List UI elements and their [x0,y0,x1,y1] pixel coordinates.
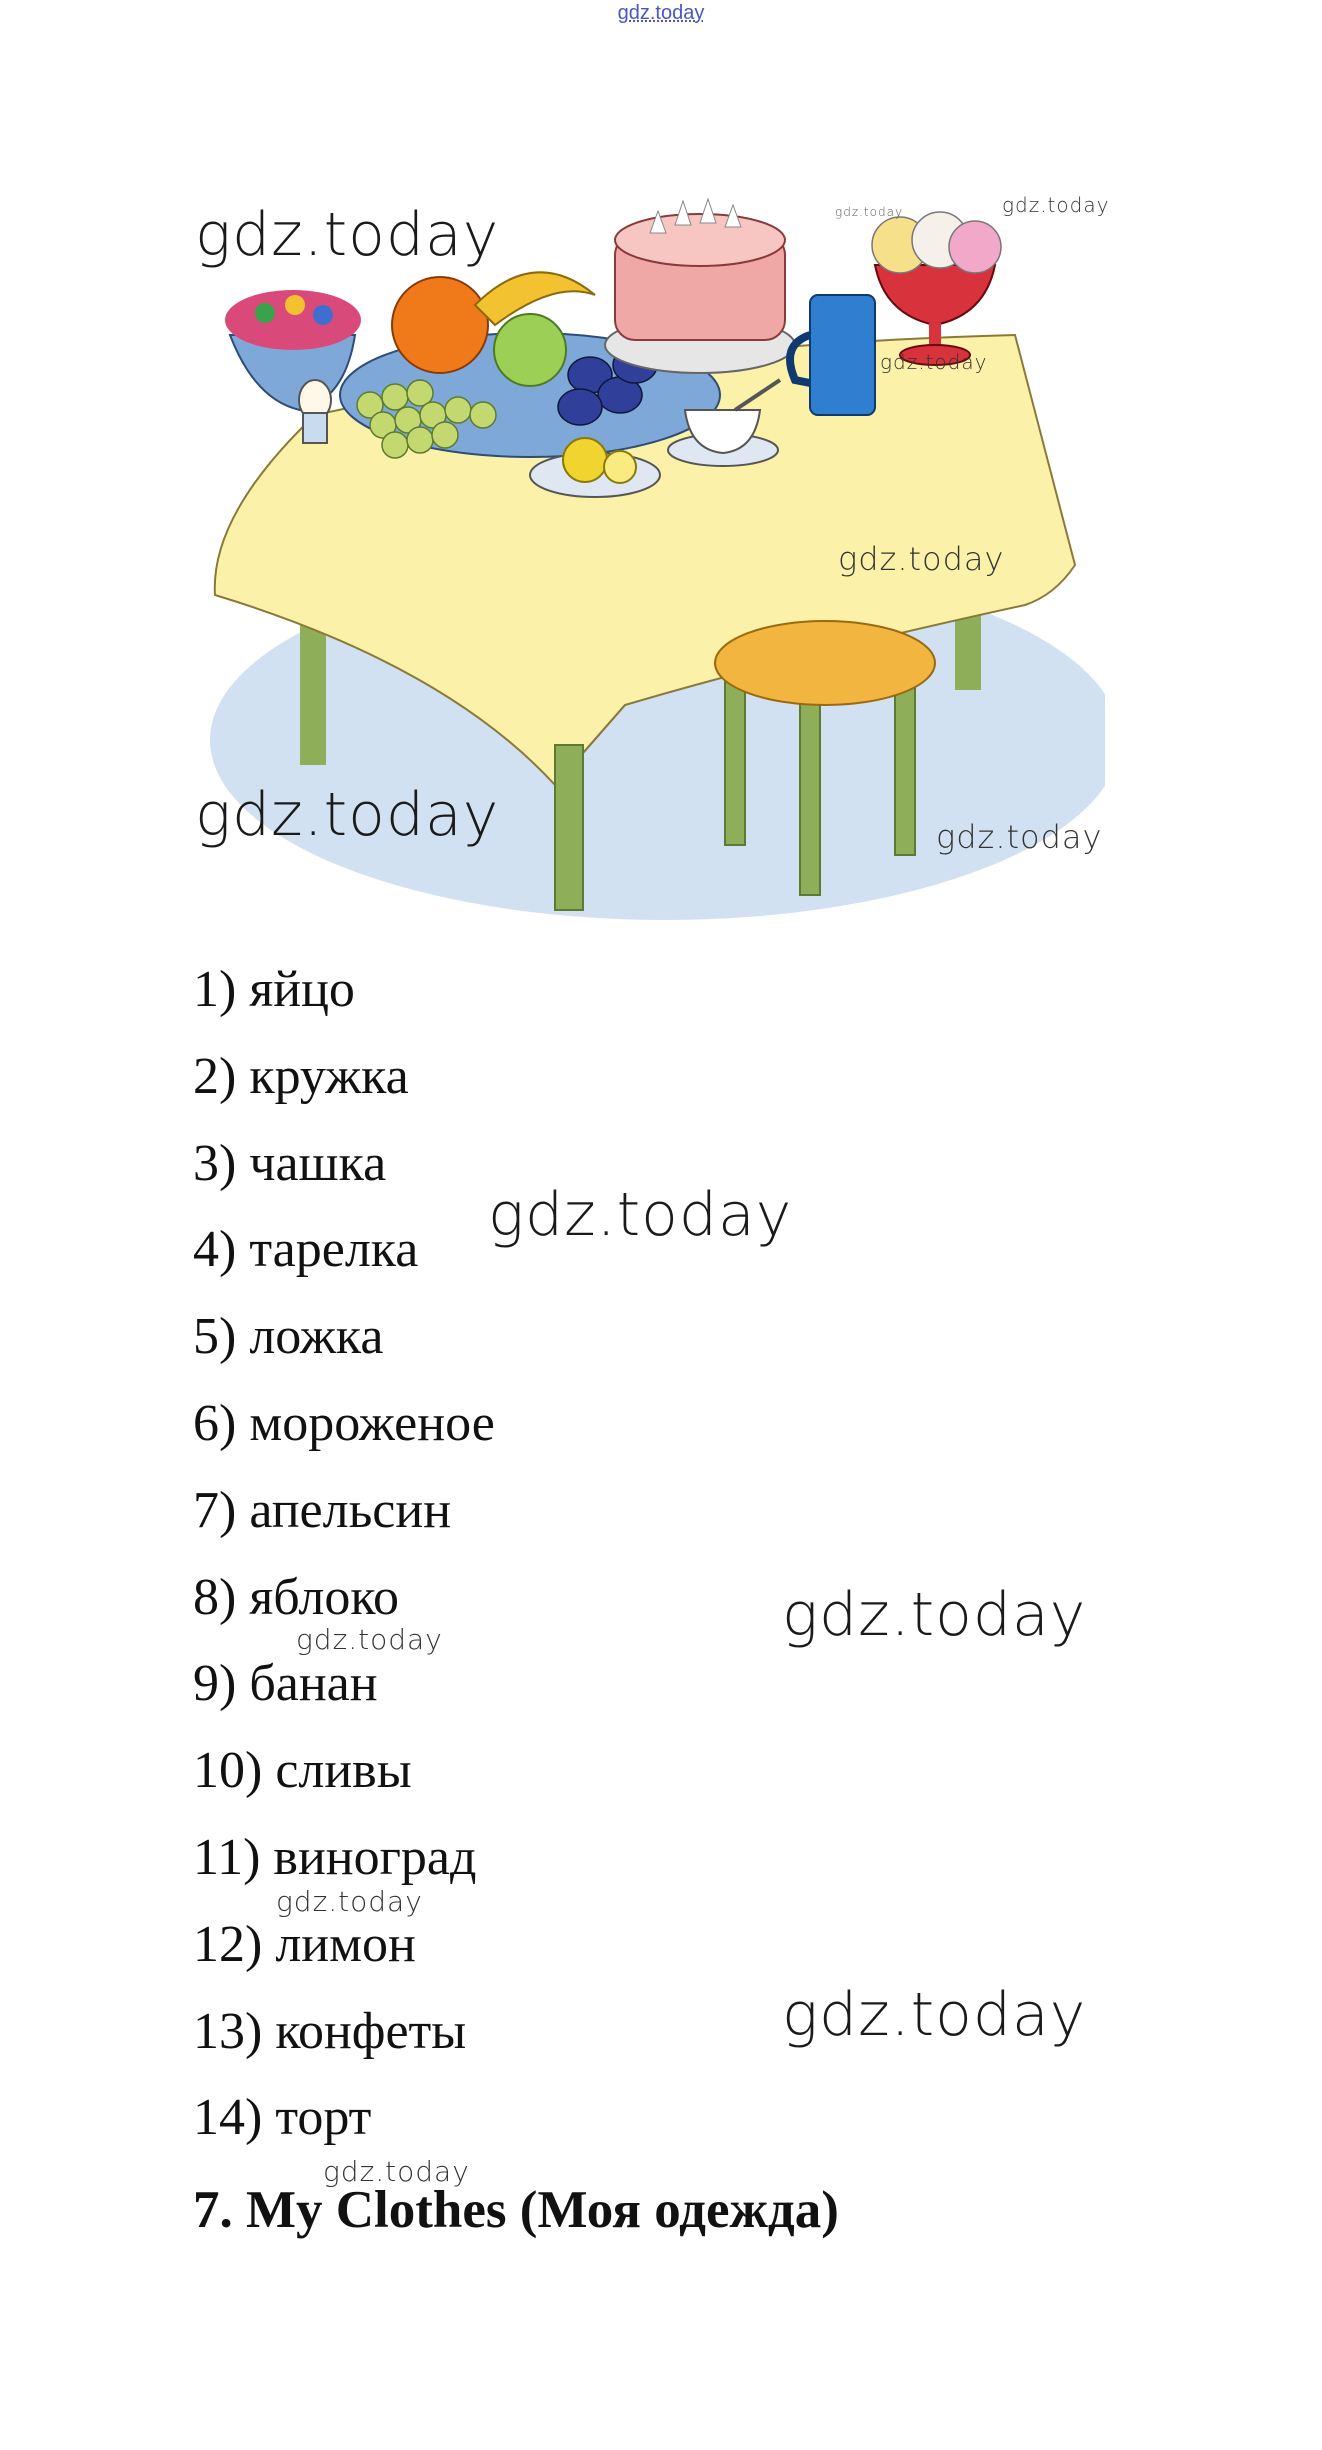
ice-cream-scoop [949,221,1001,273]
list-item: 12) лимон [193,1915,416,1973]
list-item: 13) конфеты [193,2002,467,2060]
watermark: gdz.today [1002,193,1110,217]
watermark: gdz.today [782,1580,1087,1650]
list-item: 1) яйцо [193,961,355,1018]
orange [392,277,488,373]
stool-top [715,621,935,705]
lemon [563,438,607,482]
list-item: 3) чашка [193,1134,387,1192]
list-item: 5) ложка [193,1308,384,1366]
table-leg [300,615,326,765]
food-list [193,960,495,2175]
list-item: 9) банан [193,1655,378,1713]
watermark: gdz.today [782,1980,1087,2050]
watermark: gdz.today [488,1180,793,1250]
watermark: gdz.today [936,818,1103,856]
table-leg [555,745,583,910]
watermark: gdz.today [323,2155,470,2188]
watermark: gdz.today [835,205,904,219]
list-item: 8) яблоко [193,1568,399,1626]
stool-leg [800,685,820,895]
watermark: gdz.today [296,1623,443,1656]
list-item: 2) кружка [193,1047,409,1105]
stool-leg [725,675,745,845]
ice-cream-bowl [875,265,995,325]
section-heading: 7. My Clothes (Моя одежда) [193,2181,839,2239]
watermark: gdz.today [276,1885,423,1918]
list-item: 6) мороженое [193,1394,495,1452]
watermark: gdz.today [195,780,500,850]
list-item: 10) сливы [193,1742,412,1800]
top-watermark-link[interactable]: gdz.today [617,2,705,24]
list-item: 14) торт [193,2089,372,2147]
watermark: gdz.today [195,200,500,270]
watermark: gdz.today [880,350,988,374]
list-item: 7) апельсин [193,1481,452,1539]
list-item: 11) виноград [193,1828,477,1886]
list-item: 4) тарелка [193,1221,419,1279]
apple [494,314,566,386]
watermark: gdz.today [838,540,1005,578]
mug [810,295,875,415]
